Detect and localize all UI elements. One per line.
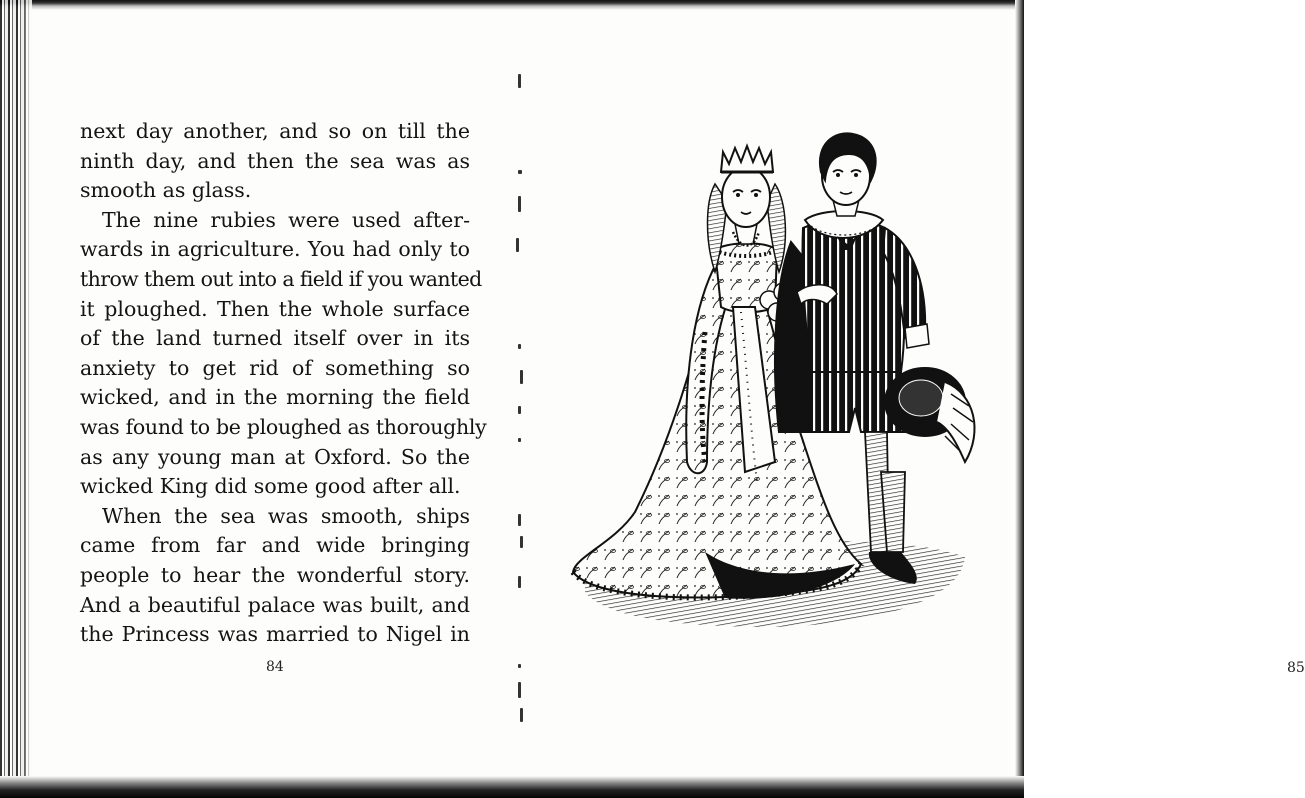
text-line: When the sea was smooth, ships	[102, 503, 470, 528]
princess-and-prince-illustration	[565, 132, 985, 642]
page-number-right: 85	[1287, 660, 1305, 676]
text-line: came from far and wide bringing	[80, 533, 470, 558]
text-line: wicked King did some good after all.	[80, 474, 461, 499]
text-line: ninth day, and then the sea was as	[80, 148, 470, 173]
page-number-left: 84	[266, 659, 284, 675]
text-line: throw them out into a field if you wanted	[80, 266, 482, 291]
text-line: next day another, and so on till the	[80, 119, 470, 143]
text-line: And a beautiful palace was built, and	[80, 592, 470, 617]
text-line: anxiety to get rid of something so	[80, 355, 470, 380]
text-line: wicked, and in the morning the field	[80, 385, 470, 410]
text-line: smooth as glass.	[80, 178, 252, 203]
text-line: The nine rubies were used after-	[102, 207, 470, 232]
left-page	[0, 0, 512, 798]
text-line: was found to be ploughed as thoroughly	[80, 414, 487, 439]
text-line: it ploughed. Then the whole surface	[80, 296, 470, 321]
feathered-hat	[885, 368, 975, 462]
text-line: the Princess was married to Nigel in	[80, 622, 470, 647]
text-line: wards in agriculture. You had only to	[80, 237, 470, 262]
body-text	[80, 117, 487, 650]
text-line: as any young man at Oxford. So the	[80, 444, 470, 469]
text-line: people to hear the wonderful story.	[80, 562, 470, 587]
text-line: of the land turned itself over in its	[80, 326, 470, 351]
